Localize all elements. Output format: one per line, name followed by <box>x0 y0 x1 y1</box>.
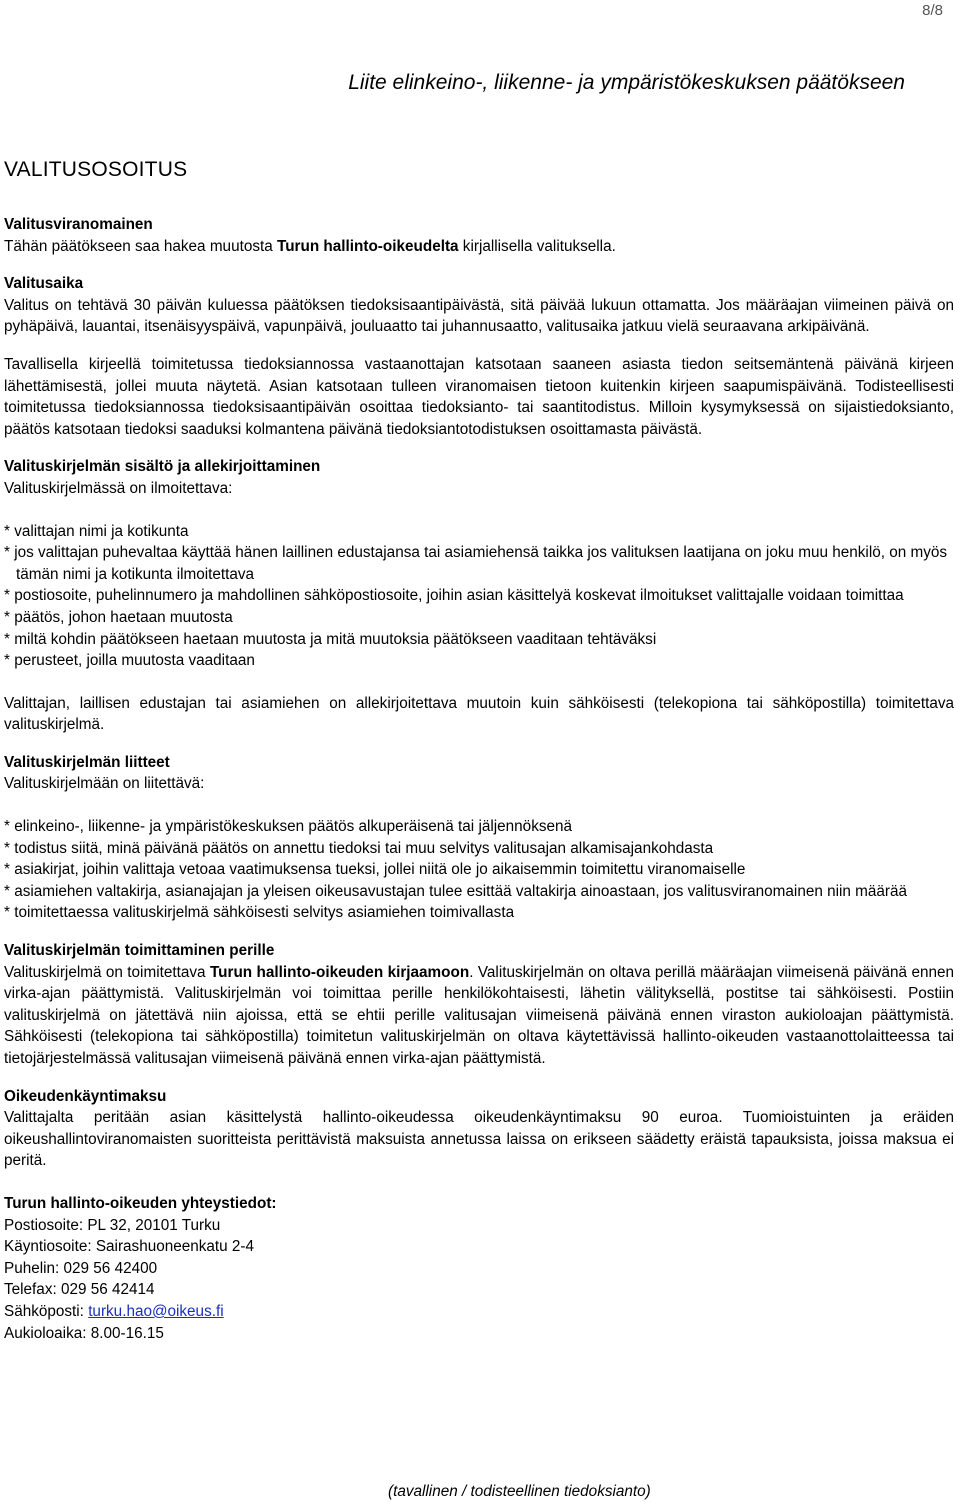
list-item: * perusteet, joilla muutosta vaaditaan <box>4 652 255 670</box>
email-link[interactable]: turku.hao@oikeus.fi <box>88 1302 224 1320</box>
section-heading: Valituskirjelmän liitteet <box>4 753 170 771</box>
signature-paragraph: Valittajan, laillisen edustajan tai asiamiehen on allekirjoitettava muutoin kuin sähköisesti (telekopiona tai sähköpostilla) toimitettava valituskirjelmä. <box>4 694 954 734</box>
registry-name: Turun hallinto-oikeuden kirjaamoon <box>209 963 470 981</box>
visiting-address: Käyntiosoite: Sairashuoneenkatu 2-4 <box>4 1238 255 1256</box>
attachments-list <box>4 816 954 924</box>
section-yhteystiedot <box>4 1193 954 1344</box>
section-text <box>4 236 954 258</box>
text-run: kirjallisella valituksella. <box>458 237 616 255</box>
section-paragraph: Tavallisella kirjeellä toimitetussa tiedoksiannossa vastaanottajan katsotaan saaneen asiasta tiedon seitsemäntenä päivänä kirjeen lähettämisestä, jollei muuta näytetä. Asian katsotaan tulleen viranomaisen tietoon kuitenkin kirjeen saapumispäivänä. Todisteellisesti toimitetussa tiedoksiannossa tiedoksisaantipäivän osoittaa tiedoksianto- tai saantitodistus. Milloin kysymyksessä on sijaistiedoksianto, päätös katsotaan tiedoksi saaduksi kolmantena päivänä tiedoksiantotodistuksen osoittamasta päivästä. <box>4 355 954 438</box>
court-name: Turun hallinto-oikeudelta <box>276 237 459 255</box>
section-text <box>4 962 954 1070</box>
section-heading: Valitusaika <box>4 275 84 293</box>
section-text: Valittajalta peritään asian käsittelystä hallinto-oikeudessa oikeudenkäyntimaksu 90 euroa. Tuomioistuinten ja eräiden oikeushallintoviranomaisten suoritteista perittävistä maksuista annetussa laissa on erikseen säädetty eräistä tapauksista, joissa maksua ei peritä. <box>4 1109 954 1170</box>
email-label: Sähköposti: <box>4 1302 89 1320</box>
list-item: * toimitettaessa valituskirjelmä sähköisesti selvitys asiamiehen toimivallasta <box>4 904 515 922</box>
section-maksu <box>4 1086 954 1172</box>
section-valitusviranomainen <box>4 214 954 257</box>
footer-note: (tavallinen / todisteellinen tiedoksianto) <box>388 1483 651 1500</box>
section-toimittaminen <box>4 940 954 1070</box>
section-liitteet <box>4 752 954 924</box>
email-line <box>4 1301 954 1323</box>
section-heading: Oikeudenkäyntimaksu <box>4 1087 167 1105</box>
document-title: VALITUSOSOITUS <box>4 158 188 181</box>
page-number: 8/8 <box>922 2 943 19</box>
section-paragraph: Valitus on tehtävä 30 päivän kuluessa päätöksen tiedoksisaantipäivästä, sitä päivää lukuun ottamatta. Jos määräajan viimeinen päivä on pyhäpäivä, lauantai, itsenäisyyspäivä, vapunpäivä, jouluaatto tai juhannusaatto, valitusaika jatkuu vielä seuraavana arkipäivänä. <box>4 296 954 336</box>
postal-address: Postiosoite: PL 32, 20101 Turku <box>4 1216 221 1234</box>
list-item: * elinkeino-, liikenne- ja ympäristökeskuksen päätös alkuperäisenä tai jäljennöksenä <box>4 818 573 836</box>
section-heading: Turun hallinto-oikeuden yhteystiedot: <box>4 1194 277 1212</box>
list-item: * päätös, johon haetaan muutosta <box>4 608 233 626</box>
text-run: Valituskirjelmä on toimitettava <box>4 963 210 981</box>
list-item: * asiamiehen valtakirja, asianajajan ja yleisen oikeusavustajan tulee esittää valtakirja ainoastaan, jos valitusviranomainen niin määrää <box>4 882 908 900</box>
opening-hours: Aukioloaika: 8.00-16.15 <box>4 1324 164 1342</box>
section-valitusaika <box>4 273 954 440</box>
section-heading: Valitusviranomainen <box>4 216 153 233</box>
list-item: * valittajan nimi ja kotikunta <box>4 522 189 540</box>
list-item: * asiakirjat, joihin valittaja vetoaa vaatimuksensa tueksi, jollei niitä ole jo aikaisemmin toimitettu viranomaiselle <box>4 861 746 879</box>
requirements-list <box>4 521 954 672</box>
document-subtitle: Liite elinkeino-, liikenne- ja ympäristökeskuksen päätökseen <box>348 71 905 94</box>
list-item: * todistus siitä, minä päivänä päätös on annettu tiedoksi tai muu selvitys valitusajan alkamisajankohdasta <box>4 839 714 857</box>
section-heading: Valituskirjelmän sisältö ja allekirjoittaminen <box>4 458 321 476</box>
list-item: * miltä kohdin päätökseen haetaan muutosta ja mitä muutoksia päätökseen vaaditaan tehtäväksi <box>4 630 657 648</box>
text-run: Tähän päätökseen saa hakea muutosta <box>4 237 277 255</box>
section-sisalto <box>4 456 954 736</box>
list-item: * jos valittajan puhevaltaa käyttää hänen laillinen edustajansa tai asiamiehensä taikka jos valituksen laatijana on joku muu henkilö, on myös tämän nimi ja kotikunta ilmoitettava <box>4 544 948 583</box>
section-intro: Valituskirjelmässä on ilmoitettava: <box>4 479 233 497</box>
text-run: . Valituskirjelmän on oltava perillä määräajan viimeisenä päivänä ennen virka-ajan päättymistä. Valituskirjelmän voi toimittaa perille henkilökohtaisesti, lähetin välityksellä, postitse tai sähköisesti. Postiin valituskirjelmä on jätettävä niin ajoissa, että se ehtii perille valitusajan viimeisenä päivänä ennen viraston aukioloajan päättymistä. Sähköisesti (telekopiona tai sähköpostilla) toimitetun valituskirjelmän on oltava käytettävissä hallinto-oikeuden vastaanottolaitteessa tai tietojärjestelmässä valitusajan viimeisenä päivänä ennen virka-ajan päättymistä. <box>4 963 954 1067</box>
document-body <box>4 214 954 1360</box>
phone-number: Puhelin: 029 56 42400 <box>4 1259 158 1277</box>
section-heading: Valituskirjelmän toimittaminen perille <box>4 942 275 960</box>
list-item: * postiosoite, puhelinnumero ja mahdollinen sähköpostiosoite, joihin asian käsittelyä koskevat ilmoitukset valittajalle voidaan toimittaa <box>4 587 904 605</box>
fax-number: Telefax: 029 56 42414 <box>4 1281 155 1299</box>
section-intro: Valituskirjelmään on liitettävä: <box>4 775 205 793</box>
